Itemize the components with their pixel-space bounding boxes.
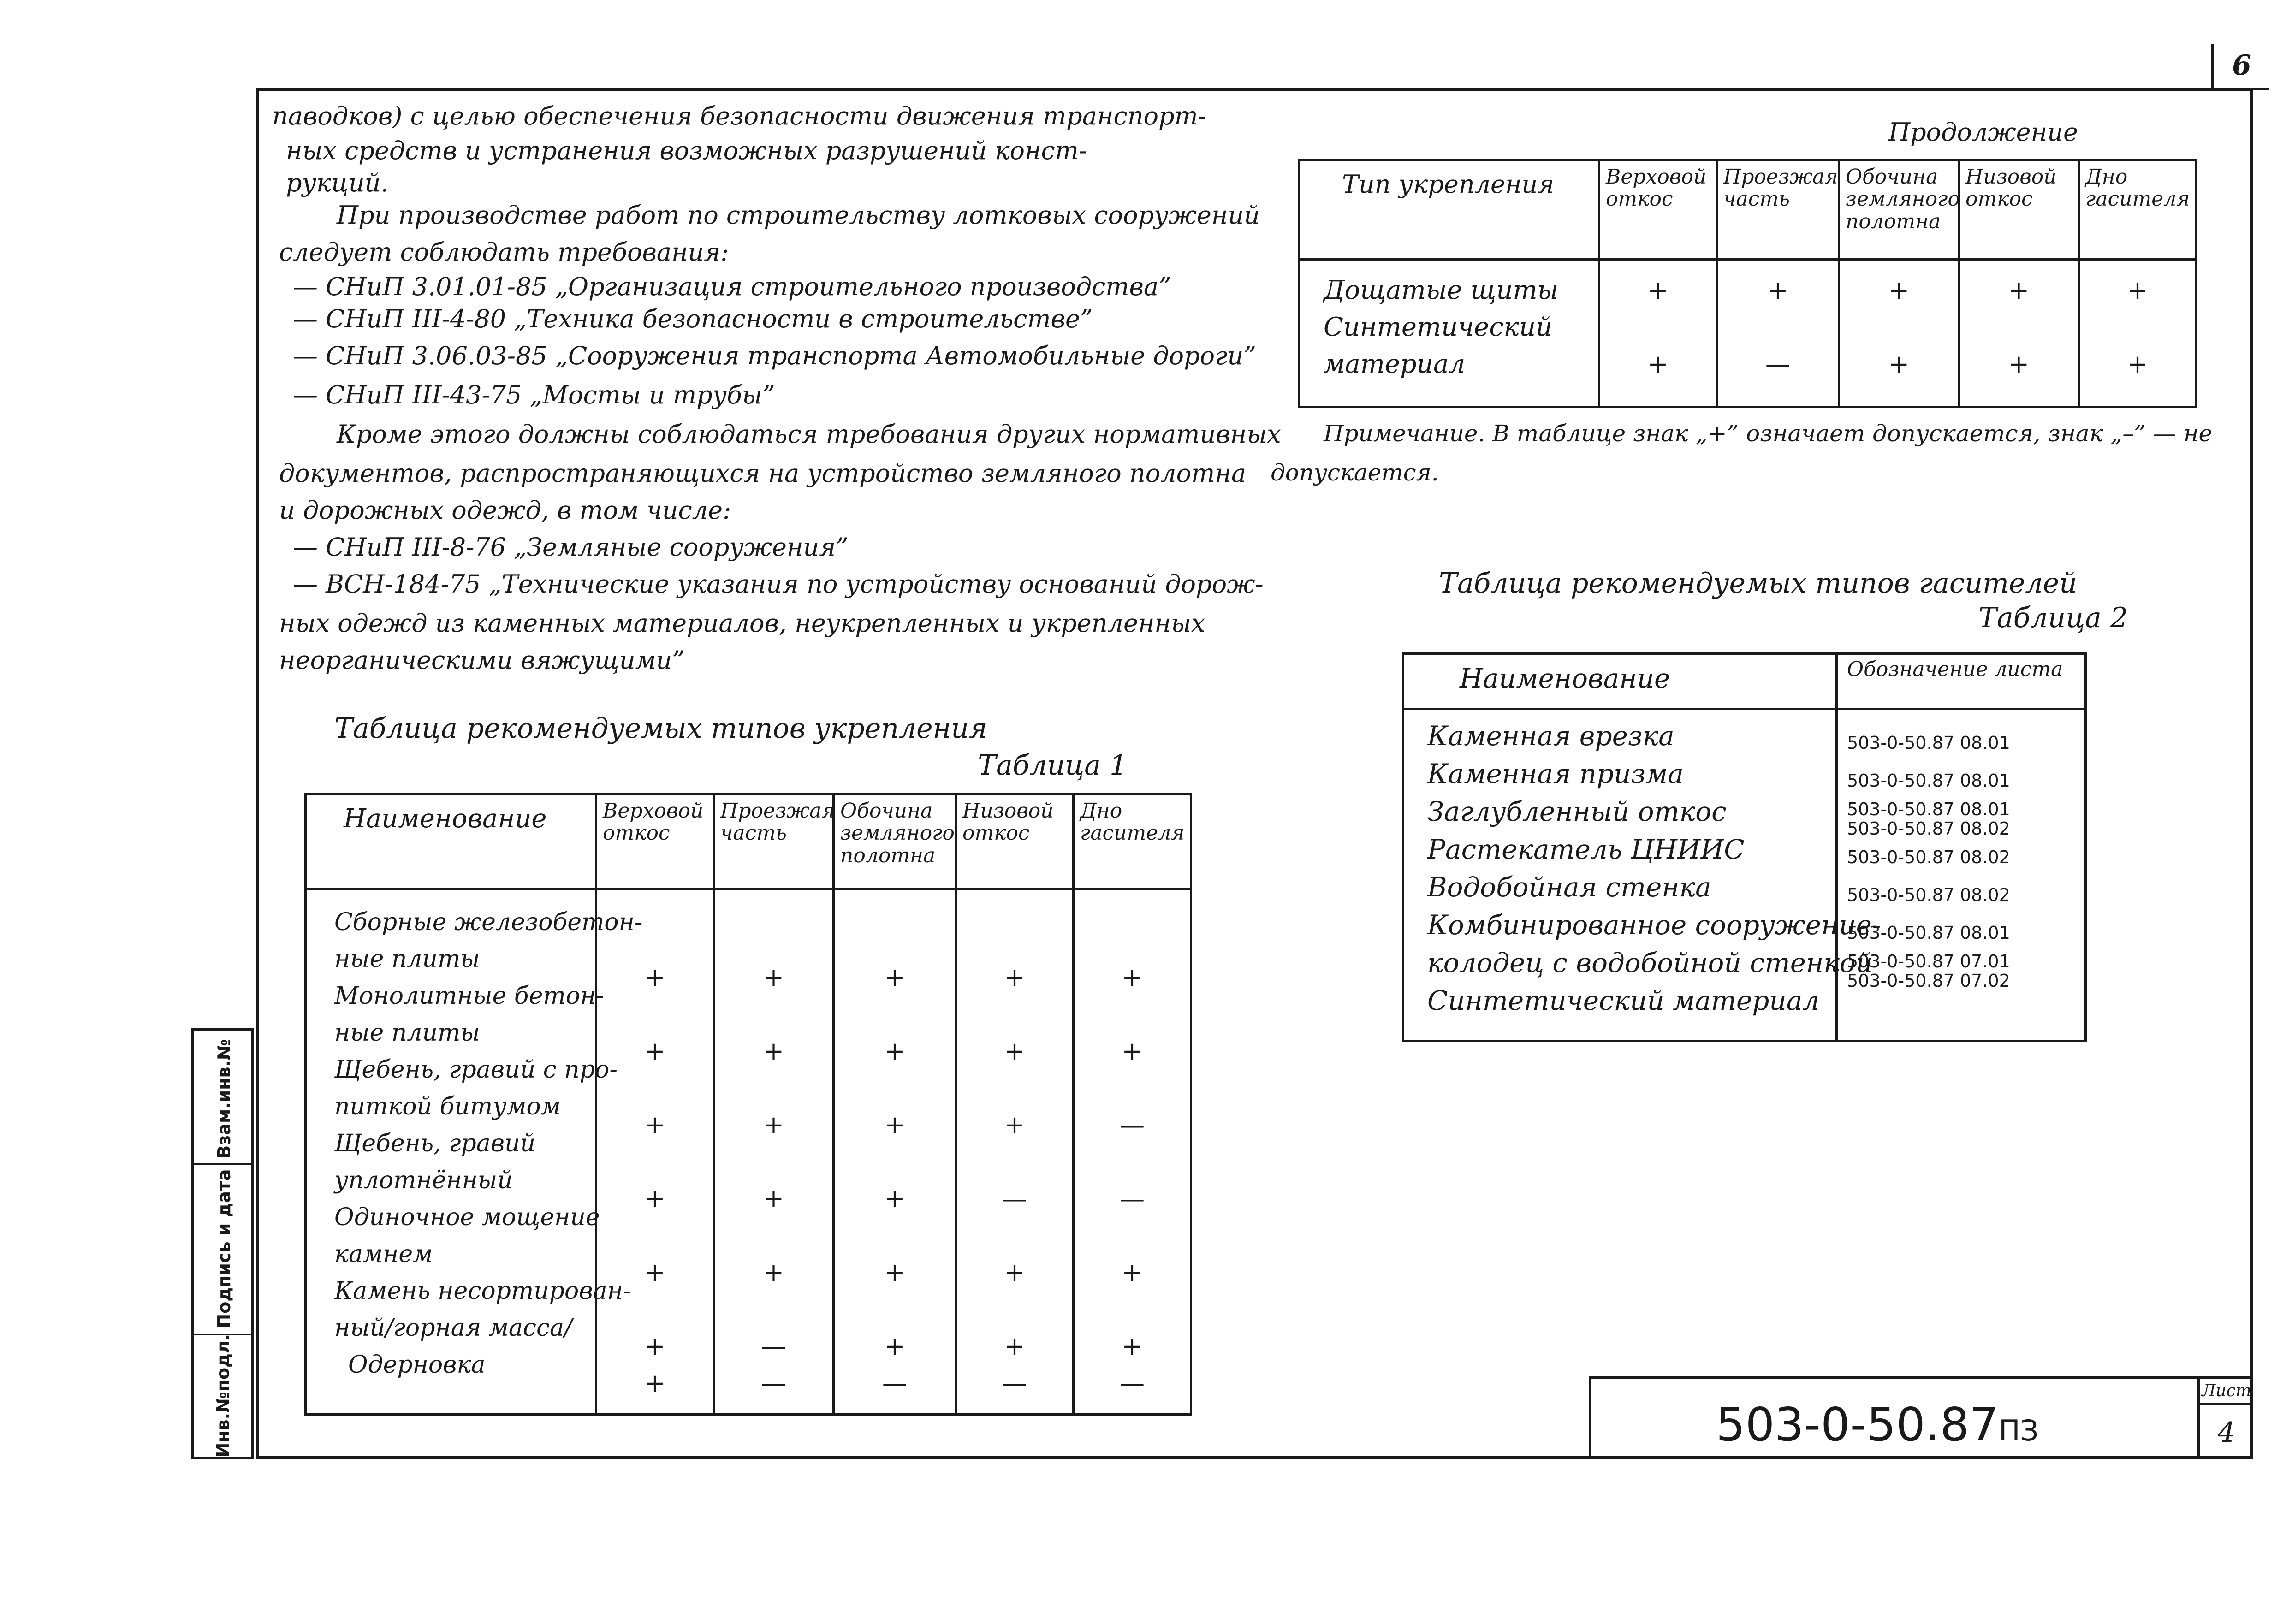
t1-mark: — — [1002, 1369, 1027, 1398]
t1-mark: — — [1002, 1184, 1027, 1213]
stamp-sheet-box — [2197, 1379, 2253, 1459]
text-line: паводков) с целью обеспечения безопасности движения транспорт- — [272, 101, 1207, 130]
t1-row-name: Щебень, гравий — [334, 1130, 536, 1157]
t2-row-name: Комбинированное сооружение- — [1427, 909, 1881, 941]
t1-header-col: Обочина земляного полотна — [834, 794, 956, 889]
tc-name-column — [1300, 260, 1599, 407]
t1-mark: — — [761, 1369, 786, 1398]
text-line: неорганическими вяжущими” — [279, 646, 685, 675]
table-cont-caption: Продолжение — [1888, 118, 2078, 147]
tc-header-col: Низовой откос — [1959, 160, 2079, 260]
t1-header-col: Верховой откос — [596, 794, 714, 889]
t1-mark: + — [1004, 1037, 1025, 1066]
t1-row-name: уплотнённый — [334, 1167, 513, 1194]
t1-mark: + — [1004, 963, 1025, 992]
t1-mark: + — [1004, 1332, 1025, 1361]
note-line-2: допускается. — [1271, 459, 1439, 486]
stamp-sheet-number: 4 — [2217, 1417, 2236, 1449]
t1-mark: + — [763, 1037, 784, 1066]
note-line-1: Примечание. В таблице знак „+” означает допускается, знак „–” — не — [1324, 420, 2213, 447]
text-line: рукций. — [286, 168, 389, 197]
t1-mark: + — [884, 1258, 905, 1287]
t1-row-name: Одерновка — [348, 1351, 486, 1379]
t1-mark: + — [644, 1332, 665, 1361]
text-line: ных одежд из каменных материалов, неукрепленных и укрепленных — [279, 609, 1205, 638]
t2-code: 503-0-50.87 07.01 — [1847, 951, 2010, 972]
t1-mark: — — [1120, 1184, 1145, 1213]
t1-mark: + — [884, 1184, 905, 1213]
text-line: документов, распространяющихся на устройство земляного полотна — [279, 459, 1247, 488]
tc-col — [1839, 260, 1959, 407]
t1-mark: + — [1004, 1258, 1025, 1287]
t1-mark: + — [1122, 1258, 1143, 1287]
text-line: — СНиП III-43-75 „Мосты и трубы” — [293, 380, 775, 409]
document-code-number: 503-0-50.87 — [1716, 1398, 1999, 1452]
t1-mark: + — [644, 1184, 665, 1213]
tc-header-col: Верховой откос — [1599, 160, 1717, 260]
t1-col-obochina — [834, 889, 956, 1415]
t1-mark: + — [644, 1110, 665, 1139]
t1-mark: — — [1120, 1110, 1145, 1139]
text-line: — СНиП 3.01.01-85 „Организация строительного производства” — [293, 272, 1171, 301]
t2-code-column — [1837, 709, 2086, 1041]
sidebar-cell-podpis — [194, 1165, 251, 1335]
tc-header-col: Дно гасителя — [2079, 160, 2197, 260]
t1-mark: + — [884, 1110, 905, 1139]
tc-mark: + — [2127, 350, 2148, 379]
table1-title: Таблица рекомендуемых типов укрепления — [334, 712, 987, 745]
text-line: и дорожных одежд, в том числе: — [279, 496, 731, 525]
t1-mark: + — [644, 1369, 665, 1398]
t1-row-name: Щебень, гравий с про- — [334, 1056, 618, 1084]
document-code-suffix: ПЗ — [1998, 1414, 2039, 1447]
t2-header-name: Наименование — [1403, 654, 1837, 709]
text-line: — СНиП 3.06.03-85 „Сооружения транспорта Автомобильные дороги” — [293, 341, 1256, 370]
text-line: — СНиП III-4-80 „Техника безопасности в строительстве” — [293, 304, 1093, 333]
text-line: ных средств и устранения возможных разрушений конст- — [286, 136, 1087, 165]
t2-row-name: Водобойная стенка — [1427, 871, 1711, 903]
t1-mark: + — [644, 1258, 665, 1287]
t1-col-dno — [1074, 889, 1191, 1415]
t1-row-name: ные плиты — [334, 1019, 480, 1047]
tc-mark: + — [1888, 350, 1910, 379]
t1-row-name: камнем — [334, 1240, 433, 1268]
t2-row-name: Растекатель ЦНИИС — [1427, 834, 1745, 865]
t2-code: 503-0-50.87 08.02 — [1847, 818, 2010, 839]
t1-mark: — — [882, 1369, 907, 1398]
tc-row-name: Дощатые щиты — [1324, 275, 1559, 305]
table2-number: Таблица 2 — [1978, 602, 2128, 634]
table1 — [304, 793, 1192, 1416]
tc-header-col: Обочина земляного полотна — [1839, 160, 1959, 260]
tc-mark: + — [1647, 276, 1669, 305]
t1-row-name: ные плиты — [334, 945, 480, 973]
t2-code: 503-0-50.87 08.01 — [1847, 799, 2010, 819]
tc-mark: + — [2127, 276, 2148, 305]
t1-mark: + — [763, 1258, 784, 1287]
text-line: — ВСН-184-75 „Технические указания по устройству оснований дорож- — [293, 569, 1264, 599]
t1-mark: — — [761, 1332, 786, 1361]
t1-mark: + — [884, 963, 905, 992]
sidebar-cell-inv — [194, 1335, 251, 1458]
table-continuation — [1298, 159, 2197, 408]
t1-col-verkh — [596, 889, 714, 1415]
t1-mark: + — [763, 963, 784, 992]
t1-mark: + — [763, 1110, 784, 1139]
t1-header-name: Наименование — [306, 794, 596, 889]
t1-row-name: питкой битумом — [334, 1093, 561, 1120]
title-stamp — [1589, 1376, 2253, 1459]
tc-col — [1599, 260, 1717, 407]
table2-title: Таблица рекомендуемых типов гасителей — [1439, 567, 2077, 599]
tc-mark: + — [1767, 276, 1788, 305]
t1-mark: + — [884, 1037, 905, 1066]
sidebar-cell-vzam — [194, 1031, 251, 1165]
text-line: При производстве работ по строительству лотковых сооружений — [337, 201, 1260, 230]
t2-code: 503-0-50.87 08.01 — [1847, 771, 2010, 791]
t1-row-name: Одиночное мощение — [334, 1203, 600, 1231]
t1-name-column — [306, 889, 643, 1415]
t2-header-code: Обозначение листа — [1837, 654, 2086, 709]
t1-col-proezzh — [714, 889, 834, 1415]
text-line: — СНиП III-8-76 „Земляные сооружения” — [293, 533, 849, 562]
tc-mark: + — [1647, 350, 1669, 379]
sidebar-label-podpis: Подпись и дата — [214, 1169, 234, 1328]
t1-mark: + — [1122, 963, 1143, 992]
t1-mark: + — [1122, 1037, 1143, 1066]
tc-mark: — — [1765, 350, 1790, 379]
t1-header-col: Дно гасителя — [1074, 794, 1191, 889]
tc-mark: + — [2008, 350, 2030, 379]
sidebar-label-inv: Инв.№подл. — [213, 1334, 233, 1458]
t1-row-name: Монолитные бетон- — [334, 982, 604, 1010]
t2-row-name: Заглубленный откос — [1427, 796, 1727, 827]
t2-row-name: колодец с водобойной стенкой — [1427, 947, 1873, 978]
t1-mark: + — [1004, 1110, 1025, 1139]
t1-header-col: Низовой откос — [956, 794, 1074, 889]
t2-code: 503-0-50.87 08.01 — [1847, 733, 2010, 753]
t2-name-column — [1403, 709, 1881, 1041]
t2-code: 503-0-50.87 07.02 — [1847, 971, 2010, 991]
sidebar-label-vzam: Взам.инв.№ — [214, 1039, 234, 1159]
tc-mark: + — [2008, 276, 2030, 305]
tc-mark: + — [1888, 276, 1910, 305]
stamp-sheet-label: Лист — [2200, 1379, 2253, 1405]
t2-row-name: Каменная призма — [1427, 758, 1684, 789]
tc-header-type: Тип укрепления — [1300, 160, 1599, 260]
t2-code: 503-0-50.87 08.02 — [1847, 847, 2010, 867]
t1-mark: + — [644, 963, 665, 992]
tc-header-col: Проезжая часть — [1717, 160, 1839, 260]
t1-mark: — — [1120, 1369, 1145, 1398]
tc-col — [1959, 260, 2079, 407]
t2-row-name: Каменная врезка — [1427, 720, 1674, 752]
t1-row-name: Сборные железобетон- — [334, 908, 643, 936]
t1-mark: + — [763, 1184, 784, 1213]
tc-row-name: Синтетический — [1324, 312, 1553, 342]
text-line: Кроме этого должны соблюдаться требования других нормативных — [337, 420, 1281, 449]
t1-col-nizov — [956, 889, 1074, 1415]
t1-header-col: Проезжая часть — [714, 794, 834, 889]
table2 — [1402, 652, 2087, 1042]
text-line: следует соблюдать требования: — [279, 237, 729, 267]
sidebar-stamp — [191, 1028, 254, 1459]
table1-number: Таблица 1 — [978, 749, 1128, 782]
t1-row-name: ный/горная масса/ — [334, 1314, 572, 1342]
t2-code: 503-0-50.87 08.02 — [1847, 885, 2010, 905]
t1-mark: + — [1122, 1332, 1143, 1361]
t1-row-name: Камень несортирован- — [334, 1277, 631, 1305]
document-code — [1716, 1398, 2038, 1452]
tc-col — [1717, 260, 1839, 407]
t2-row-name: Синтетический материал — [1427, 985, 1820, 1016]
t1-mark: + — [644, 1037, 665, 1066]
tc-row-name: материал — [1324, 349, 1466, 379]
tc-col — [2079, 260, 2197, 407]
t2-code: 503-0-50.87 08.01 — [1847, 923, 2010, 943]
t1-mark: + — [884, 1332, 905, 1361]
sheet-number-top: 6 — [2211, 44, 2269, 90]
